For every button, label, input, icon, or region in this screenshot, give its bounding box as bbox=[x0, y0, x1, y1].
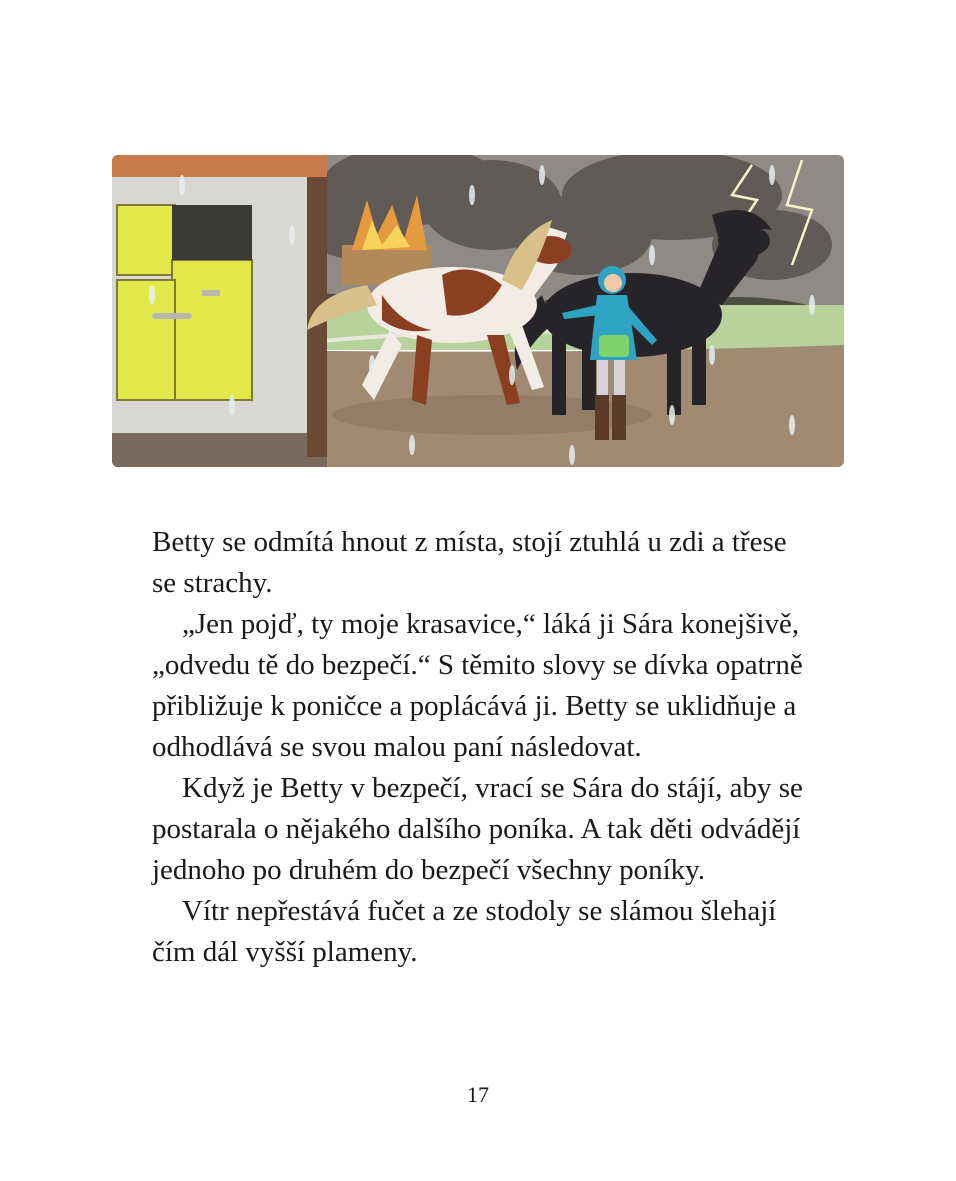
paragraph: Vítr nepřestává fučet a ze stodoly se slámou šlehají čím dál vyšší plameny. bbox=[152, 895, 777, 968]
paragraph: Když je Betty v bezpečí, vrací se Sára do stájí, aby se postarala o nějakého dalšího poníka. A tak děti odvádějí jednoho po druhém do bezpečí všechny poníky. bbox=[152, 772, 803, 886]
page-number: 17 bbox=[467, 1082, 489, 1107]
paragraph: „Jen pojď, ty moje krasavice,“ láká ji Sára konejšivě, „odvedu tě do bezpečí.“ S těmito slovy se dívka opatrně přibližuje k poničce a poplácává ji. Betty se uklidňuje a odhodlává se svou malou paní následovat. bbox=[152, 608, 803, 763]
paragraph: Betty se odmítá hnout z místa, stojí ztuhlá u zdi a třese se strachy. bbox=[152, 526, 787, 599]
stable-door-lower bbox=[172, 260, 252, 400]
story-illustration bbox=[112, 155, 844, 467]
story-text bbox=[152, 522, 812, 973]
stable-building bbox=[112, 155, 327, 467]
stable-door-upper bbox=[117, 205, 175, 275]
